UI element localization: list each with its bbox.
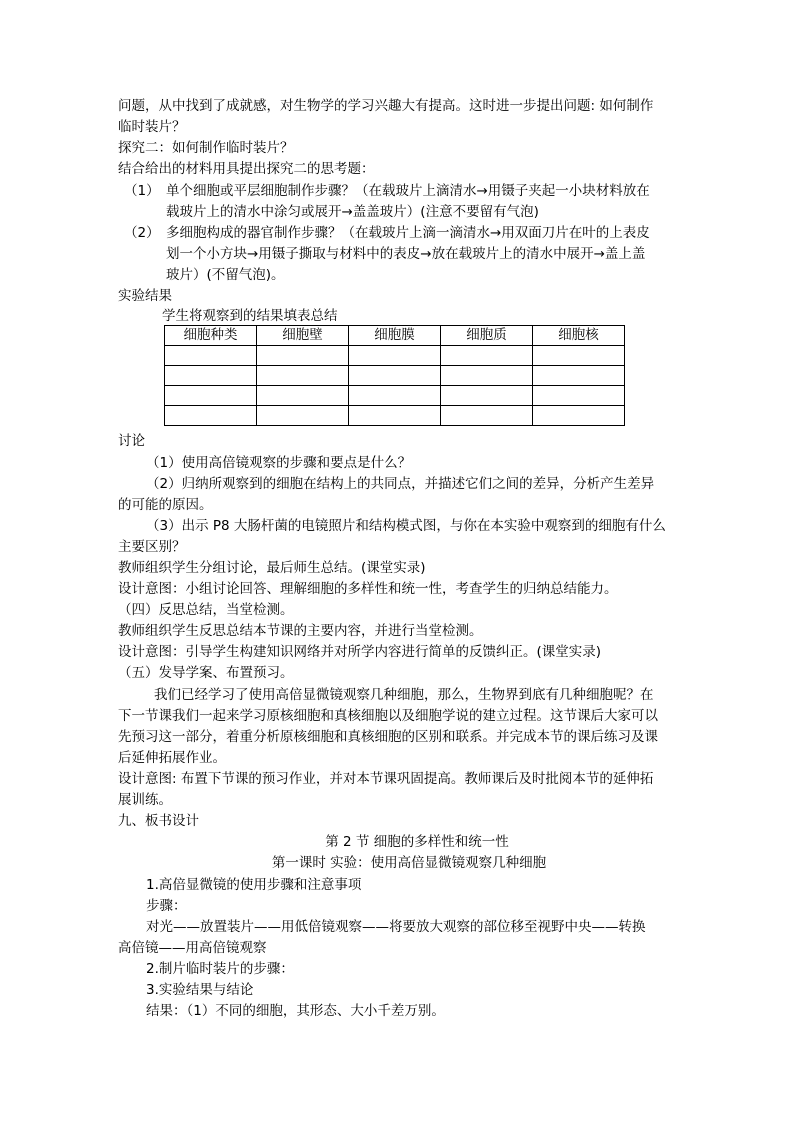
question-1-line-1: 单个细胞或平层细胞制作步骤？（在载玻片上滴清水→用镊子夹起一小块材料放在 [166, 183, 650, 199]
preview-paragraph-line-2: 下一节课我们一起来学习原核细胞和真核细胞以及细胞学说的建立过程。这节课后大家可以 [118, 708, 658, 724]
intro-line-1: 问题，从中找到了成就感，对生物学的学习兴趣大有提高。这时进一步提出问题: 如何制作 [118, 98, 654, 114]
preview-paragraph-line-3: 先预习这一部分，着重分析原核细胞和真核细胞的区别和联系。并完成本节的课后练习及课 [118, 729, 658, 745]
question-2-number: （2） [124, 225, 160, 241]
board-item-1: 1.高倍显微镜的使用步骤和注意事项 [146, 877, 362, 893]
table-cell [165, 386, 257, 406]
discussion-title: 讨论 [118, 433, 145, 449]
table-row [165, 346, 625, 366]
table-cell [165, 346, 257, 366]
table-header-cell: 细胞种类 [165, 326, 257, 346]
discussion-q1: （1）使用高倍镜观察的步骤和要点是什么？ [146, 455, 412, 471]
table-header-cell: 细胞壁 [257, 326, 349, 346]
table-cell [533, 366, 625, 386]
table-cell [441, 386, 533, 406]
results-caption: 学生将观察到的结果填表总结 [162, 308, 338, 324]
table-cell [349, 386, 441, 406]
table-header-cell: 细胞核 [533, 326, 625, 346]
preview-intent-line-1: 设计意图: 布置下节课的预习作业，并对本节课巩固提高。教师课后及时批阅本节的延伸拓 [118, 771, 654, 787]
question-2-line-1: 多细胞构成的器官制作步骤？（在载玻片上滴一滴清水→用双面刀片在叶的上表皮 [166, 225, 650, 241]
table-cell [441, 346, 533, 366]
table-cell [257, 406, 349, 426]
board-result: 结果：（1）不同的细胞，其形态、大小千差万别。 [146, 1003, 445, 1019]
discussion-organize: 教师组织学生分组讨论，最后师生总结。(课堂实录) [118, 560, 426, 576]
table-header-row [165, 326, 625, 346]
discussion-q2-line-1: （2）归纳所观察到的细胞在结构上的共同点，并描述它们之间的差异，分析产生差异 [146, 476, 655, 492]
reflect-intent: 设计意图：引导学生构建知识网络并对所学内容进行简单的反馈纠正。(课堂实录) [118, 644, 602, 660]
preview-intent-line-2: 展训练。 [118, 792, 172, 808]
table-cell [257, 386, 349, 406]
explore2-title: 探究二：如何制作临时装片？ [118, 140, 294, 156]
board-steps-label: 步骤： [146, 898, 187, 914]
board-item-2: 2.制片临时装片的步骤： [146, 961, 294, 977]
discussion-q2-line-2: 的可能的原因。 [118, 497, 213, 513]
preview-paragraph-line-4: 后延伸拓展作业。 [118, 750, 226, 766]
table-cell [349, 366, 441, 386]
board-heading: 九、板书设计 [118, 813, 199, 829]
table-row [165, 386, 625, 406]
table-cell [441, 366, 533, 386]
table-cell [533, 386, 625, 406]
intro-line-2: 临时装片？ [118, 119, 186, 135]
board-steps-line-1: 对光——放置装片——用低倍镜观察——将要放大观察的部位移至视野中央——转换 [146, 919, 646, 935]
discussion-q3-line-1: （3）出示 P8 大肠杆菌的电镜照片和结构模式图，与你在本实验中观察到的细胞有什么 [146, 518, 666, 534]
question-1-line-2: 载玻片上的清水中涂匀或展开→盖盖玻片）(注意不要留有气泡) [166, 204, 539, 220]
table-cell [257, 366, 349, 386]
discussion-q3-line-2: 主要区别？ [118, 539, 186, 555]
table-cell [257, 346, 349, 366]
reflect-title: （四）反思总结，当堂检测。 [118, 602, 294, 618]
discussion-intent: 设计意图：小组讨论回答、理解细胞的多样性和统一性，考查学生的归纳总结能力。 [118, 581, 618, 597]
table-header-cell: 细胞膜 [349, 326, 441, 346]
table-cell [349, 346, 441, 366]
question-2-line-2: 划一个小方块→用镊子撕取与材料中的表皮→放在载玻片上的清水中展开→盖上盖 [166, 246, 646, 262]
explore2-prompt: 结合给出的材料用具提出探究二的思考题： [118, 161, 375, 177]
board-steps-line-2: 高倍镜——用高倍镜观察 [118, 940, 267, 956]
preview-title: （五）发导学案、布置预习。 [118, 665, 294, 681]
preview-paragraph-line-1: 我们已经学习了使用高倍显微镜观察几种细胞，那么，生物界到底有几种细胞呢？在 [154, 687, 654, 703]
board-title-1: 第 2 节 细胞的多样性和统一性 [325, 834, 509, 850]
results-table [164, 325, 625, 426]
table-cell [165, 406, 257, 426]
table-row [165, 406, 625, 426]
table-cell [533, 346, 625, 366]
table-cell [533, 406, 625, 426]
table-row [165, 366, 625, 386]
table-cell [165, 366, 257, 386]
question-2-line-3: 玻片）(不留气泡)。 [166, 267, 285, 283]
table-cell [349, 406, 441, 426]
board-item-3: 3.实验结果与结论 [146, 982, 254, 998]
table-cell [441, 406, 533, 426]
reflect-line-1: 教师组织学生反思总结本节课的主要内容，并进行当堂检测。 [118, 623, 483, 639]
table-header-cell: 细胞质 [441, 326, 533, 346]
board-title-2: 第一课时 实验：使用高倍显微镜观察几种细胞 [271, 855, 547, 871]
question-1-number: （1） [124, 183, 160, 199]
results-title: 实验结果 [118, 288, 172, 304]
